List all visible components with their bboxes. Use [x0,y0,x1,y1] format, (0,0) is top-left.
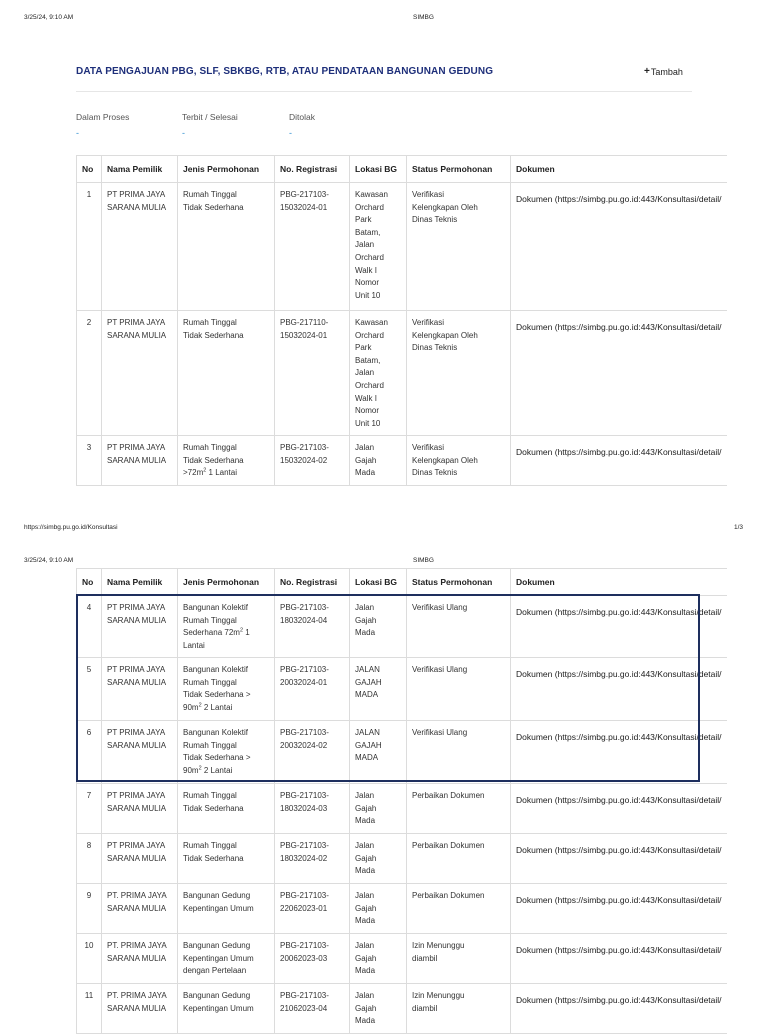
cell-text-line: Rumah Tinggal [183,677,237,687]
cell-no: 11 [77,984,102,1034]
cell-text-line: Izin Menunggu [412,991,465,1000]
col-header-registration[interactable]: No. Registrasi [275,156,350,183]
cell-text-line: Orchard [355,252,384,262]
cell-location [350,183,407,311]
cell-location [350,884,407,934]
cell-text-line: Batam, [355,227,381,237]
col-header-location[interactable]: Lokasi BG [350,569,407,596]
cell-text-line: diambil [412,1003,438,1013]
cell-text-line: SARANA MULIA [107,903,167,913]
cell-text-line: Dinas Teknis [412,215,458,225]
cell-location [350,311,407,436]
stat-label-rejected: Ditolak [289,112,315,122]
cell-text-line: Jalan [355,941,375,950]
table-row [77,658,727,721]
table-header-row [77,156,727,183]
cell-status [407,934,511,984]
cell-text-line: Park [355,343,372,353]
cell-text-line: PBG-217103- [280,603,329,612]
cell-location [350,984,407,1034]
cell-text-line: Kawasan [355,190,388,199]
cell-text-line: MADA [355,690,379,700]
cell-text-line: Tidak Sederhana [183,202,244,212]
cell-no: 2 [77,311,102,436]
cell-text-line: PT PRIMA JAYA [107,318,166,327]
col-header-status[interactable]: Status Permohonan [407,569,511,596]
cell-text-line: Kelengkapan Oleh [412,202,478,212]
cell-text-line: 90m [183,702,199,712]
cell-type [178,311,275,436]
cell-text-line: Mada [355,468,376,478]
applications-table-page-2 [76,568,727,1034]
cell-registration [275,784,350,834]
superscript-text: 2 [239,627,243,634]
col-header-owner[interactable]: Nama Pemilik [102,569,178,596]
cell-text-line: Unit 10 [355,290,381,300]
cell-text-line: Mada [355,628,376,638]
cell-text-line: Verifikasi Ulang [412,728,468,737]
document-link[interactable]: Dokumen (https://simbg.pu.go.id:443/Konsultasi/detail/ [511,721,727,784]
cell-text-line: dengan Pertelaan [183,966,247,976]
table-header-row [77,569,727,596]
col-header-registration[interactable]: No. Registrasi [275,569,350,596]
print-page-number: 1/3 [734,524,744,531]
cell-text-line: 20032024-01 [280,677,328,687]
cell-text-line: 90m [183,765,199,775]
cell-text-line: Jalan [355,240,375,250]
cell-text-line: Bangunan Kolektif [183,728,248,737]
table-row [77,884,727,934]
cell-text-line: 1 [243,628,250,638]
cell-owner [102,436,178,486]
cell-type [178,596,275,658]
cell-text-line: Tidak Sederhana [183,853,244,863]
document-link[interactable]: Dokumen (https://simbg.pu.go.id:443/Konsultasi/detail/ [511,884,727,934]
cell-text-line: Dinas Teknis [412,468,458,478]
add-button-label: Tambah [650,66,683,77]
cell-no: 5 [77,658,102,721]
cell-text-line: 18032024-02 [280,853,328,863]
table-row [77,984,727,1034]
cell-text-line: Rumah Tinggal [183,791,237,800]
page-title: DATA PENGAJUAN PBG, SLF, SBKBG, RTB, ATAU PENDATAAN BANGUNAN GEDUNG [76,66,494,77]
cell-text-line: Jalan [355,791,375,800]
cell-text-line: >72m [183,468,204,478]
stat-label-in-process: Dalam Proses [76,112,130,122]
cell-status [407,834,511,884]
cell-owner [102,721,178,784]
cell-owner [102,596,178,658]
cell-location [350,834,407,884]
cell-text-line: Mada [355,916,376,926]
cell-text-line: Tidak Sederhana [183,455,244,465]
cell-text-line: Park [355,215,372,225]
cell-text-line: 22062023-01 [280,903,328,913]
cell-owner [102,984,178,1034]
cell-type [178,183,275,311]
cell-text-line: Sederhana 72m [183,628,240,638]
cell-text-line: PT PRIMA JAYA [107,791,166,800]
cell-text-line: Tidak Sederhana [183,330,244,340]
cell-text-line: SARANA MULIA [107,853,167,863]
cell-text-line: Jalan [355,603,375,612]
table-row [77,784,727,834]
cell-text-line: Nomor [355,406,380,416]
cell-type [178,658,275,721]
cell-text-line: Kawasan [355,318,388,327]
cell-text-line: JALAN [355,665,380,674]
cell-text-line: Mada [355,816,376,826]
cell-registration [275,984,350,1034]
cell-registration [275,436,350,486]
cell-text-line: PBG-217103- [280,190,329,199]
cell-text-line: Rumah Tinggal [183,740,237,750]
cell-location [350,658,407,721]
cell-text-line: Bangunan Kolektif [183,603,248,612]
cell-text-line: Rumah Tinggal [183,443,237,452]
add-button[interactable] [644,66,683,77]
applications-table-page-1 [76,155,727,486]
cell-text-line: Verifikasi Ulang [412,603,468,612]
cell-registration [275,311,350,436]
cell-no: 9 [77,884,102,934]
cell-text-line: 20062023-03 [280,953,328,963]
cell-text-line: Kepentingan Umum [183,1003,254,1013]
cell-status [407,784,511,834]
cell-owner [102,658,178,721]
cell-registration [275,183,350,311]
document-link[interactable]: Dokumen (https://simbg.pu.go.id:443/Konsultasi/detail/ [511,984,727,1034]
cell-text-line: Nomor [355,278,380,288]
table-row [77,183,727,311]
cell-text-line: Verifikasi [412,318,445,327]
cell-text-line: 2 Lantai [201,702,233,712]
print-page-title: SIMBG [413,14,434,21]
title-divider [76,91,692,92]
cell-text-line: Gajah [355,903,377,913]
print-timestamp: 3/25/24, 9:10 AM [24,14,74,21]
cell-no: 3 [77,436,102,486]
cell-owner [102,934,178,984]
cell-registration [275,934,350,984]
col-header-document[interactable]: Dokumen [511,569,727,596]
cell-text-line: Tidak Sederhana > [183,690,251,700]
cell-text-line: 18032024-04 [280,615,328,625]
cell-text-line: Gajah [355,803,377,813]
cell-text-line: Mada [355,866,376,876]
cell-text-line: diambil [412,953,438,963]
cell-text-line: PBG-217103- [280,443,329,452]
cell-type [178,721,275,784]
cell-text-line: 21062023-04 [280,1003,328,1013]
cell-text-line: SARANA MULIA [107,455,167,465]
cell-status [407,721,511,784]
cell-no: 8 [77,834,102,884]
stat-value-in-process[interactable]: - [76,128,79,138]
cell-text-line: Izin Menunggu [412,941,465,950]
table-row [77,721,727,784]
cell-text-line: 1 Lantai [206,468,237,478]
cell-text-line: Bangunan Kolektif [183,665,248,674]
cell-text-line: Lantai [183,640,205,650]
cell-text-line: PT PRIMA JAYA [107,665,166,674]
cell-registration [275,721,350,784]
cell-owner [102,183,178,311]
stat-label-issued: Terbit / Selesai [182,112,238,122]
document-link[interactable]: Dokumen (https://simbg.pu.go.id:443/Konsultasi/detail/ [511,596,727,658]
cell-text-line: Kelengkapan Oleh [412,455,478,465]
cell-location [350,596,407,658]
cell-location [350,436,407,486]
stat-value-issued[interactable]: - [182,128,185,138]
cell-text-line: 15032024-01 [280,330,328,340]
cell-text-line: Gajah [355,1003,377,1013]
col-header-type[interactable]: Jenis Permohonan [178,156,275,183]
cell-text-line: SARANA MULIA [107,1003,167,1013]
cell-text-line: Batam, [355,355,381,365]
document-link[interactable]: Dokumen (https://simbg.pu.go.id:443/Konsultasi/detail/ [511,784,727,834]
cell-type [178,834,275,884]
cell-location [350,721,407,784]
superscript-text: 2 [203,467,207,474]
cell-text-line: GAJAH [355,740,382,750]
cell-no: 1 [77,183,102,311]
cell-text-line: PT. PRIMA JAYA [107,941,167,950]
cell-text-line: Tidak Sederhana [183,803,244,813]
col-header-no[interactable]: No [77,569,102,596]
cell-text-line: Jalan [355,368,375,378]
cell-text-line: Mada [355,966,376,976]
cell-text-line: Bangunan Gedung [183,941,251,950]
cell-text-line: Jalan [355,443,375,452]
document-link[interactable]: Dokumen (https://simbg.pu.go.id:443/Konsultasi/detail/ [511,658,727,721]
cell-text-line: Orchard [355,380,384,390]
col-header-no[interactable]: No [77,156,102,183]
cell-text-line: 2 Lantai [201,765,233,775]
table-row [77,436,727,486]
cell-owner [102,311,178,436]
cell-text-line: Rumah Tinggal [183,318,237,327]
cell-text-line: 18032024-03 [280,803,328,813]
col-header-status[interactable]: Status Permohonan [407,156,511,183]
cell-text-line: PT PRIMA JAYA [107,841,166,850]
cell-text-line: PT PRIMA JAYA [107,443,166,452]
cell-text-line: SARANA MULIA [107,740,167,750]
cell-type [178,934,275,984]
cell-registration [275,596,350,658]
cell-type [178,984,275,1034]
cell-text-line: 20032024-02 [280,740,328,750]
cell-no: 10 [77,934,102,984]
cell-text-line: Jalan [355,891,375,900]
cell-type [178,784,275,834]
cell-text-line: PBG-217103- [280,991,329,1000]
cell-text-line: PT PRIMA JAYA [107,603,166,612]
cell-owner [102,784,178,834]
cell-text-line: SARANA MULIA [107,202,167,212]
cell-text-line: PBG-217103- [280,665,329,674]
document-link[interactable]: Dokumen (https://simbg.pu.go.id:443/Konsultasi/detail/ [511,183,727,311]
col-header-location[interactable]: Lokasi BG [350,156,407,183]
cell-registration [275,884,350,934]
cell-text-line: Perbaikan Dokumen [412,791,485,800]
cell-text-line: SARANA MULIA [107,803,167,813]
cell-text-line: Perbaikan Dokumen [412,841,485,850]
cell-text-line: MADA [355,753,379,763]
cell-text-line: PT PRIMA JAYA [107,728,166,737]
superscript-text: 2 [198,702,202,709]
cell-text-line: Walk I [355,265,377,275]
plus-icon: + [644,66,650,77]
cell-text-line: PBG-217103- [280,728,329,737]
cell-text-line: Kepentingan Umum [183,953,254,963]
cell-text-line: SARANA MULIA [107,953,167,963]
cell-text-line: Mada [355,1016,376,1026]
table-row [77,596,727,658]
cell-text-line: Gajah [355,615,377,625]
cell-text-line: Gajah [355,455,377,465]
cell-no: 4 [77,596,102,658]
cell-status [407,311,511,436]
cell-text-line: Orchard [355,202,384,212]
cell-text-line: Verifikasi [412,443,445,452]
table-row [77,834,727,884]
cell-location [350,934,407,984]
cell-type [178,436,275,486]
cell-text-line: SARANA MULIA [107,330,167,340]
cell-text-line: Unit 10 [355,418,381,428]
cell-text-line: Rumah Tinggal [183,615,237,625]
document-link[interactable]: Dokumen (https://simbg.pu.go.id:443/Konsultasi/detail/ [511,436,727,486]
cell-owner [102,834,178,884]
print-timestamp-page-2: 3/25/24, 9:10 AM [24,557,74,564]
cell-text-line: Rumah Tinggal [183,841,237,850]
cell-text-line: PT PRIMA JAYA [107,190,166,199]
cell-text-line: JALAN [355,728,380,737]
cell-text-line: Tidak Sederhana > [183,753,251,763]
cell-status [407,436,511,486]
cell-text-line: Gajah [355,953,377,963]
cell-text-line: Orchard [355,330,384,340]
col-header-document[interactable]: Dokumen [511,156,727,183]
document-link[interactable]: Dokumen (https://simbg.pu.go.id:443/Konsultasi/detail/ [511,834,727,884]
cell-no: 7 [77,784,102,834]
col-header-type[interactable]: Jenis Permohonan [178,569,275,596]
document-link[interactable]: Dokumen (https://simbg.pu.go.id:443/Konsultasi/detail/ [511,934,727,984]
cell-text-line: PBG-217103- [280,791,329,800]
cell-text-line: PBG-217103- [280,841,329,850]
print-page-title-page-2: SIMBG [413,557,434,564]
cell-text-line: Dinas Teknis [412,343,458,353]
cell-text-line: 15032024-02 [280,455,328,465]
cell-text-line: Verifikasi Ulang [412,665,468,674]
cell-text-line: PBG-217103- [280,891,329,900]
cell-text-line: PBG-217103- [280,941,329,950]
cell-text-line: 15032024-01 [280,202,328,212]
stat-value-rejected[interactable]: - [289,128,292,138]
cell-text-line: Jalan [355,991,375,1000]
cell-status [407,596,511,658]
cell-text-line: SARANA MULIA [107,615,167,625]
cell-owner [102,884,178,934]
cell-no: 6 [77,721,102,784]
cell-text-line: PT. PRIMA JAYA [107,891,167,900]
cell-text-line: PBG-217110- [280,318,329,327]
cell-text-line: Gajah [355,853,377,863]
cell-location [350,784,407,834]
cell-type [178,884,275,934]
cell-text-line: Bangunan Gedung [183,891,251,900]
print-url: https://simbg.pu.go.id/Konsultasi [24,524,118,531]
cell-text-line: Jalan [355,841,375,850]
cell-text-line: Rumah Tinggal [183,190,237,199]
superscript-text: 2 [198,765,202,772]
table-row [77,311,727,436]
cell-status [407,658,511,721]
document-link[interactable]: Dokumen (https://simbg.pu.go.id:443/Konsultasi/detail/ [511,311,727,436]
cell-status [407,884,511,934]
cell-text-line: GAJAH [355,677,382,687]
cell-registration [275,658,350,721]
cell-registration [275,834,350,884]
cell-text-line: Bangunan Gedung [183,991,251,1000]
col-header-owner[interactable]: Nama Pemilik [102,156,178,183]
cell-status [407,183,511,311]
cell-text-line: PT. PRIMA JAYA [107,991,167,1000]
cell-text-line: Kepentingan Umum [183,903,254,913]
cell-text-line: Perbaikan Dokumen [412,891,485,900]
cell-status [407,984,511,1034]
table-row [77,934,727,984]
cell-text-line: Kelengkapan Oleh [412,330,478,340]
cell-text-line: Verifikasi [412,190,445,199]
cell-text-line: SARANA MULIA [107,677,167,687]
cell-text-line: Walk I [355,393,377,403]
